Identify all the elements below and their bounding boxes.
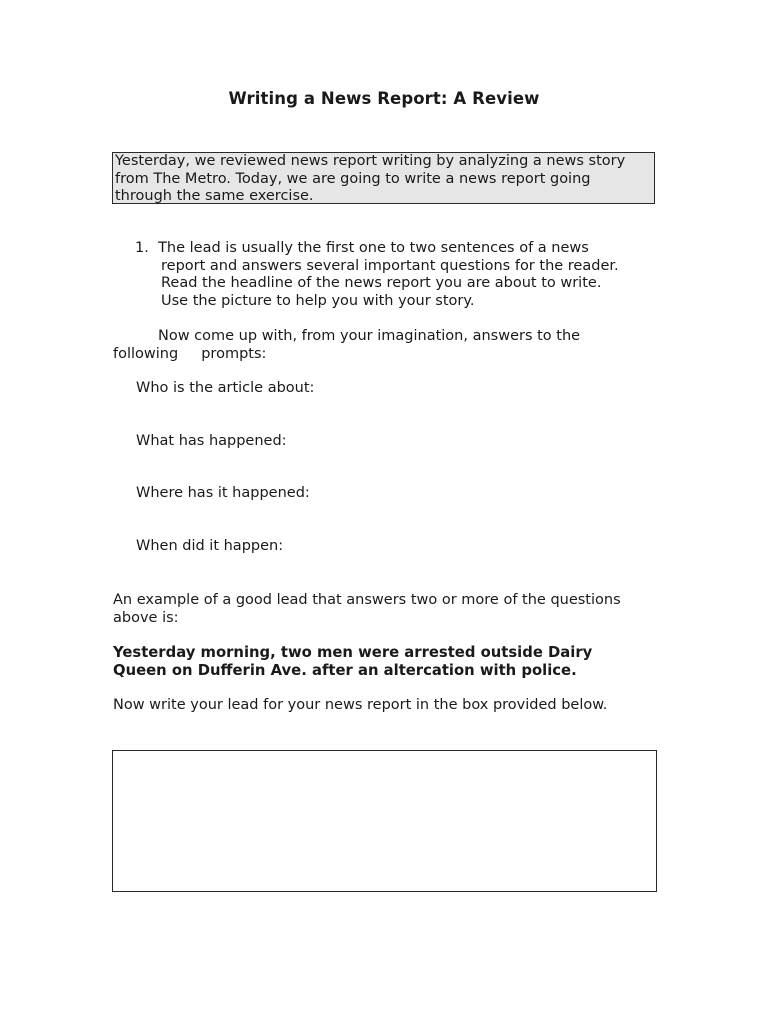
prompts-intro-line: Now come up with, from your imagination, answers to the <box>158 328 581 344</box>
step-text: report and answers several important questions for the reader. <box>161 257 619 274</box>
prompts-intro <box>113 328 580 363</box>
step-text: Read the headline of the news report you are about to write. <box>161 275 602 292</box>
numbered-step-1 <box>135 240 619 310</box>
intro-line: through the same exercise. <box>115 188 314 204</box>
prompt-what: What has happened: <box>136 433 287 449</box>
example-intro-line: above is: <box>113 609 179 626</box>
prompts-intro-line: following prompts: <box>113 345 267 362</box>
instruction-text: Now write your lead for your news report in the box provided below. <box>113 697 608 713</box>
step-first-line <box>135 240 619 258</box>
intro-line: Yesterday, we reviewed news report writing by analyzing a news story <box>115 153 626 169</box>
step-number: 1. <box>135 240 149 256</box>
intro-box <box>112 152 655 204</box>
page-title: Writing a News Report: A Review <box>228 89 540 108</box>
step-text: The lead is usually the first one to two sentences of a news <box>158 240 589 256</box>
example-lead <box>113 644 592 680</box>
lead-answer-box[interactable] <box>112 750 657 892</box>
step-text: Use the picture to help you with your story. <box>161 292 475 309</box>
example-lead-line: Queen on Dufferin Ave. after an altercation with police. <box>113 662 577 679</box>
intro-line: from The Metro. Today, we are going to write a news report going <box>115 170 591 187</box>
example-lead-line: Yesterday morning, two men were arrested outside Dairy <box>113 644 593 661</box>
example-intro <box>113 592 621 627</box>
example-intro-line: An example of a good lead that answers two or more of the questions <box>113 592 621 608</box>
prompt-who: Who is the article about: <box>136 380 315 396</box>
prompt-where: Where has it happened: <box>136 485 310 501</box>
prompt-when: When did it happen: <box>136 538 284 554</box>
